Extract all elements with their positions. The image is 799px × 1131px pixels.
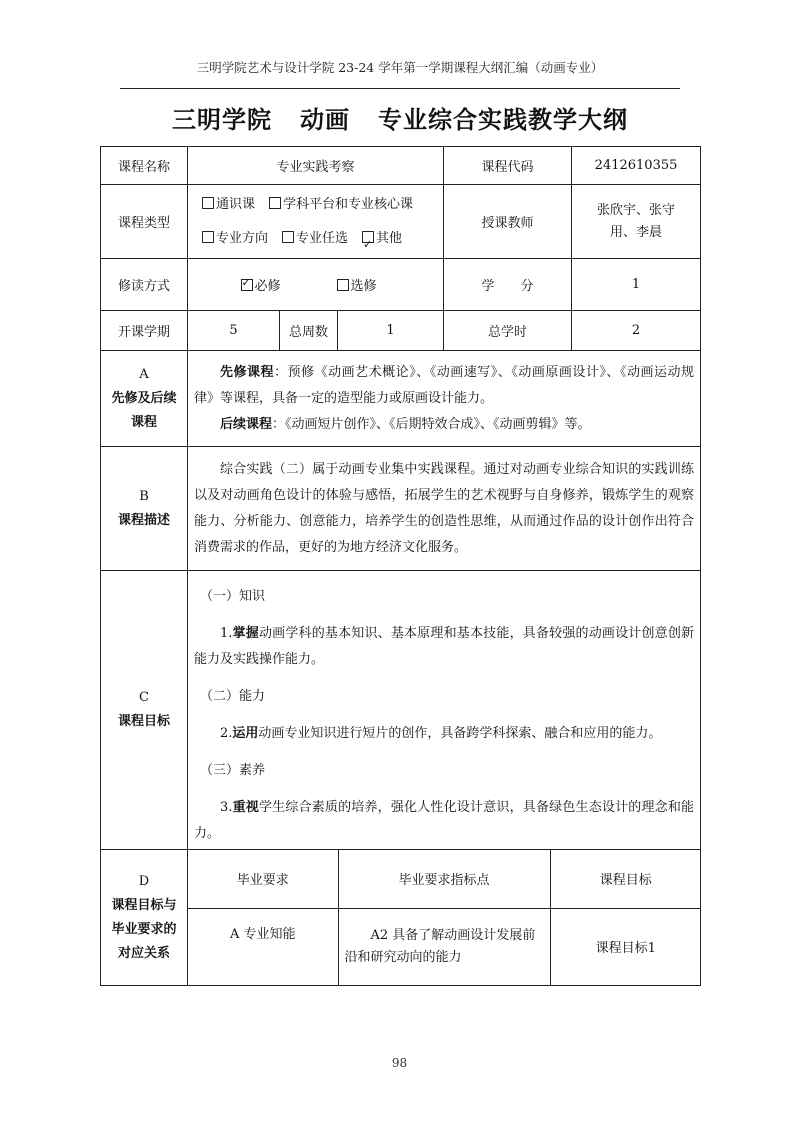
goal-keyword: 运用 [232, 726, 259, 741]
section-title: 课程描述 [117, 512, 170, 528]
prerequisite-paragraph [194, 360, 694, 412]
type-option-core[interactable] [269, 197, 413, 212]
mapping-col-requirement: 毕业要求 [188, 850, 338, 908]
option-label: 选修 [350, 279, 377, 294]
goal-number: 3. [220, 800, 233, 815]
mapping-col-indicator: 毕业要求指标点 [338, 850, 550, 908]
credit-value: 1 [572, 259, 701, 311]
row-section-b [101, 447, 701, 571]
type-option-other[interactable] [362, 231, 402, 246]
hours-value: 2 [572, 311, 701, 351]
goal-number: 1. [220, 626, 233, 641]
checkbox-icon[interactable] [269, 197, 281, 209]
section-b-content [188, 447, 701, 571]
course-description: 综合实践（二）属于动画专业集中实践课程。通过对动画专业综合知识的实践训练以及对动画角色设计的体验与感悟，拓展学生的艺术视野与自身修养，锻炼学生的观察能力、分析能力、创意能力，培养学生的创造性思维，从而通过作品的设计创作出符合消费需求的作品，更好的为地方经济文化服务。 [194, 461, 695, 555]
section-letter: D [138, 873, 150, 889]
credit-label: 学 分 [444, 259, 572, 311]
study-mode-label: 修读方式 [101, 259, 188, 311]
course-code-label: 课程代码 [444, 147, 572, 185]
goal-heading-ability: （二）能力 [200, 689, 266, 704]
checkbox-icon[interactable] [241, 279, 253, 291]
followup-paragraph [194, 412, 694, 438]
section-d-label [101, 850, 188, 986]
option-label: 专业任选 [296, 230, 349, 246]
header-rule [120, 88, 680, 89]
teacher-value: 张欣宇、张守用、李晨 [572, 185, 701, 259]
row-study-mode [101, 259, 701, 311]
goal-keyword: 重视 [232, 800, 259, 815]
section-title: 先修及后续课程 [111, 390, 177, 430]
goal-1 [194, 621, 694, 673]
section-c-content [188, 571, 701, 850]
section-c-label [101, 571, 188, 850]
course-code-value: 2412610355 [572, 147, 701, 185]
goal-keyword: 掌握 [232, 626, 259, 641]
checkbox-icon[interactable] [337, 279, 349, 291]
option-label: 专业方向 [216, 230, 269, 246]
row-course-name [101, 147, 701, 185]
course-name-label: 课程名称 [101, 147, 188, 185]
prerequisite-text: ：预修《动画艺术概论》、《动画速写》、《动画原画设计》、《动画运动规律》等课程，具备一定的造型能力或原画设计能力。 [194, 364, 695, 406]
mapping-indicator: A2 具备了解动画设计发展前沿和研究动向的能力 [338, 908, 550, 985]
followup-text: ：《动画短片创作》、《后期特效合成》、《动画剪辑》等。 [272, 416, 591, 432]
mapping-row [188, 908, 701, 985]
goal-3 [194, 795, 694, 847]
mode-option-elective[interactable] [337, 279, 377, 294]
course-name-value: 专业实践考察 [188, 147, 444, 185]
row-section-d [101, 850, 701, 986]
section-letter: A [139, 366, 149, 382]
prerequisite-head: 先修课程 [220, 364, 275, 380]
mapping-header-row [188, 850, 701, 908]
type-option-direction[interactable] [202, 231, 268, 246]
study-mode-options [188, 259, 444, 311]
semester-label: 开课学期 [101, 311, 188, 351]
section-a-label [101, 351, 188, 447]
checkbox-icon[interactable] [362, 231, 374, 243]
goal-text: 动画学科的基本知识、基本原理和基本技能，具备较强的动画设计创意创新能力及实践操作能力。 [194, 626, 695, 667]
title-major: 动画 [300, 106, 350, 134]
mapping-col-goal: 课程目标 [550, 850, 701, 908]
course-type-label: 课程类型 [101, 185, 188, 259]
section-letter: B [139, 488, 149, 504]
title-syllabus: 专业综合实践教学大纲 [378, 106, 628, 134]
mapping-requirement: A 专业知能 [188, 908, 338, 985]
weeks-label: 总周数 [280, 311, 338, 351]
goal-text: 学生综合素质的培养，强化人性化设计意识，具备绿色生态设计的理念和能力。 [194, 800, 695, 841]
section-b-label [101, 447, 188, 571]
page-number: 98 [391, 1056, 408, 1070]
course-type-options [188, 185, 444, 259]
followup-head: 后续课程 [220, 416, 273, 432]
goal-heading-knowledge: （一）知识 [200, 589, 266, 604]
row-course-type [101, 185, 701, 259]
row-section-c [101, 571, 701, 850]
hours-label: 总学时 [444, 311, 572, 351]
checkbox-icon[interactable] [282, 231, 294, 243]
checkbox-icon[interactable] [202, 231, 214, 243]
section-title: 课程目标 [117, 714, 170, 729]
option-label: 学科平台和专业核心课 [283, 196, 414, 212]
type-option-elective[interactable] [282, 231, 348, 246]
option-label: 其他 [376, 230, 403, 246]
title-school: 三明学院 [172, 106, 272, 134]
teacher-label: 授课教师 [444, 185, 572, 259]
goal-2 [194, 721, 694, 747]
section-title: 课程目标与毕业要求的对应关系 [111, 897, 177, 961]
section-a-content [188, 351, 701, 447]
goal-text: 动画专业知识进行短片的创作，具备跨学科探索、融合和应用的能力。 [258, 726, 662, 741]
row-section-a [101, 351, 701, 447]
mapping-table [188, 850, 701, 985]
checkbox-icon[interactable] [202, 197, 214, 209]
type-option-general[interactable] [202, 197, 255, 212]
syllabus-table [100, 146, 701, 986]
page-header: 三明学院艺术与设计学院 23-24 学年第一学期课程大纲汇编（动画专业） [196, 60, 604, 75]
option-label: 通识课 [216, 196, 256, 212]
document-title [100, 100, 700, 135]
semester-value: 5 [188, 311, 280, 351]
option-label: 必修 [254, 279, 281, 294]
goal-number: 2. [220, 726, 233, 741]
section-d-content [188, 850, 701, 986]
weeks-value: 1 [338, 311, 444, 351]
goal-heading-literacy: （三）素养 [200, 763, 266, 778]
section-letter: C [139, 690, 149, 705]
mode-option-required[interactable] [241, 279, 281, 294]
row-semester [101, 311, 701, 351]
mapping-goal: 课程目标1 [550, 908, 701, 985]
